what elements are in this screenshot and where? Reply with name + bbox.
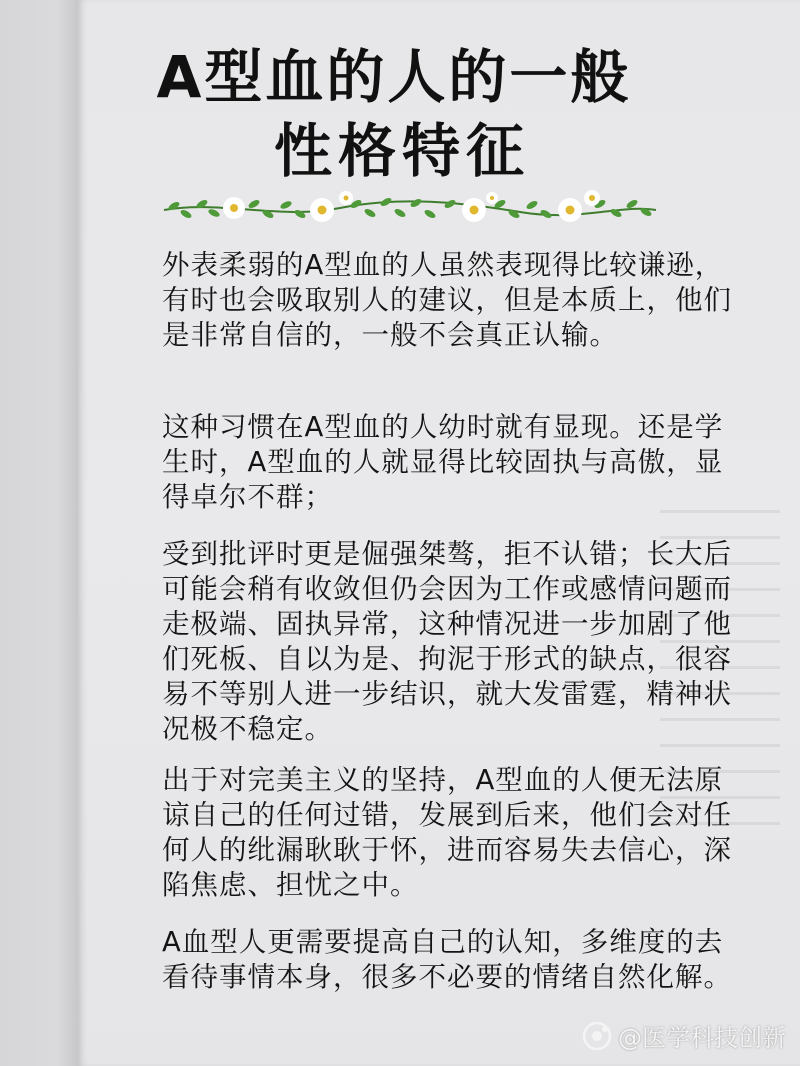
page-title-line-1: A型血的人的一般 [156, 43, 632, 111]
paragraph-4: 出于对完美主义的坚持，A型血的人便无法原谅自己的任何过错，发展到后来，他们会对任何人的纰漏耿耿于怀，进而容易失去信心，深陷焦虑、担忧之中。 [162, 764, 732, 901]
paragraph-5: A血型人更需要提高自己的认知，多维度的去看待事情本身，很多不必要的情绪自然化解。 [162, 926, 732, 993]
paragraph-3: 受到批评时更是倔强桀骜，拒不认错；长大后可能会稍有收敛但仍会因为工作或感情问题而走极端、固执异常，这种情况进一步加剧了他们死板、自以为是、拘泥于形式的缺点，很容易不等别人进一步结识，就大发雷霆，精神状况极不稳定。 [162, 538, 732, 745]
paragraph-2: 这种习惯在A型血的人幼时就有显现。还是学生时，A型血的人就显得比较固执与高傲，显得卓尔不群； [162, 411, 724, 513]
page-title-line-2: 性格特征 [273, 117, 530, 185]
watermark [582, 1018, 786, 1053]
platform-logo-icon [582, 1021, 612, 1051]
watermark-text: @医学科技创新 [618, 1024, 786, 1052]
flower-vine-divider-icon [160, 180, 660, 236]
paragraph-1: 外表柔弱的A型血的人虽然表现得比较谦逊，有时也会吸取别人的建议，但是本质上，他们是非常自信的，一般不会真正认输。 [162, 249, 732, 351]
